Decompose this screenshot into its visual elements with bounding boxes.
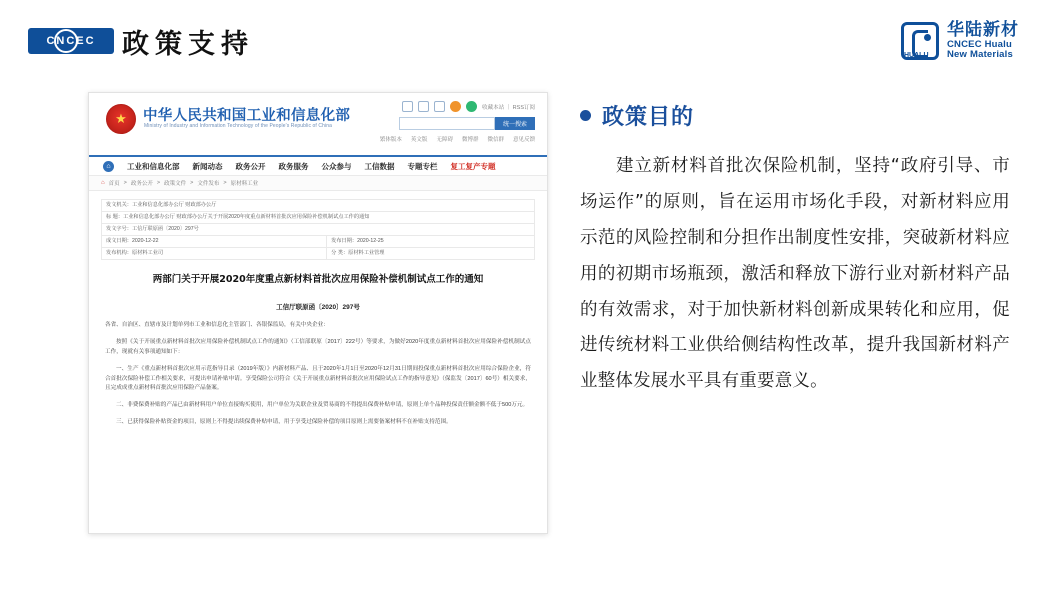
home-icon[interactable]: ⌂ xyxy=(103,161,114,172)
nav-item-2[interactable]: 政务公开 xyxy=(235,161,266,171)
section-title: 政策目的 xyxy=(602,105,695,130)
meta-cell-4-1: 分 类：原材料工业管理 xyxy=(327,248,535,260)
nav-item-1[interactable]: 新闻动态 xyxy=(192,161,223,171)
search-button[interactable]: 统一搜索 xyxy=(495,117,535,130)
breadcrumb-sep-1: > xyxy=(156,180,161,186)
meta-cell-2-0: 发文字号：工信厅联原函〔2020〕297号 xyxy=(102,224,535,236)
subnav-item-3[interactable]: 微博群 xyxy=(461,137,479,143)
site-org-name-en: Ministry of Industry and Information Technology of the People's Republic of China xyxy=(144,123,332,129)
meta-cell-3-1: 发布日期：2020-12-25 xyxy=(327,236,535,248)
miit-website-screenshot xyxy=(88,92,548,534)
cncec-logo xyxy=(28,28,114,54)
mail-icon[interactable] xyxy=(434,101,445,112)
screenshot-fade-overlay xyxy=(89,499,547,533)
document-paragraph-2: 一、生产《重点新材料首批次应用示范指导目录（2019年版）》内新材料产品、且于2020年1月1日至2020年12月31日期间投保重点新材料首批次应用综合保险企业，符合首批次保险补偿工作相关要求，可提出申请补贴申请。享受保险公司符合《关于开展重点新材料首批次应用保险试点工作的指导意见》（保监发〔2017〕60号）相关要求，且完成成重点新材料首批次应用保险产品备案。 xyxy=(105,365,531,392)
subnav-item-2[interactable]: 无障碍 xyxy=(436,137,453,143)
table-row xyxy=(102,248,535,260)
section-body-text: 建立新材料首批次保险机制，坚持“政府引导、市场运作”的原则，旨在运用市场化手段，对新材料应用示范的风险控制和分担作出制度性安排，突破新材料应用的初期市场瓶颈，激活和释放下游行业对新材料产品的有效需求，对于加快新材料创新成果转化和应用，促进传统材料工业供给侧结构性改革，提升我国新材料产业整体发展水平具有重要意义。 xyxy=(580,156,1010,392)
breadcrumb-item-4[interactable]: 原材料工业 xyxy=(230,181,259,187)
weibo-icon[interactable] xyxy=(450,101,461,112)
meta-cell-4-0: 发布机构：原材料工业司 xyxy=(102,248,327,260)
table-row xyxy=(102,200,535,212)
document-paragraph-1: 按照《关于开展重点新材料首批次应用保险补偿机制试点工作的通知》（工信部联原〔2017〕222号）等要求，为做好2020年度重点新材料首批次应用保险补偿机制试点工作，现就有关事项通知如下： xyxy=(105,339,531,355)
document-number: 工信厅联原函〔2020〕297号 xyxy=(276,304,360,312)
document-paragraph-4: 三、已获得保险补贴资金的项目，原则上不得提出续保费补贴申请，用于享受过保险补偿的项目原则上需要备案材料不在补贴支持范围。 xyxy=(116,418,452,425)
hualu-brand-cn: 华陆新材 xyxy=(947,20,1019,41)
subnav-item-5[interactable]: 意见反馈 xyxy=(512,137,535,143)
subnav-item-0[interactable]: 繁体版本 xyxy=(379,137,402,143)
nav-item-3[interactable]: 政务服务 xyxy=(278,161,309,171)
table-row xyxy=(102,236,535,248)
mobile-icon[interactable] xyxy=(418,101,429,112)
nav-item-5[interactable]: 工信数据 xyxy=(364,161,395,171)
table-row xyxy=(102,212,535,224)
hualu-brand-en2: New Materials xyxy=(947,48,1013,60)
breadcrumb-item-2[interactable]: 政策文件 xyxy=(164,181,187,187)
logo-text: CNCEC xyxy=(46,35,96,47)
policy-purpose-section xyxy=(580,100,1010,400)
breadcrumb-item-0[interactable]: 首页 xyxy=(108,181,120,187)
meta-cell-0-0: 发文机关：工业和信息化部办公厅 财政部办公厅 xyxy=(102,200,535,212)
national-emblem-icon xyxy=(106,104,136,134)
breadcrumb-sep-0: > xyxy=(123,180,127,186)
document-paragraph-3: 二、非费保费补贴的产品已由新材料用户单位直接购买使用，用户单位为关联企业及贸易商的不得提出保费补贴申请，原则上单个品种投保责任额金额不低于500万元。 xyxy=(116,402,529,409)
nav-item-6[interactable]: 专题专栏 xyxy=(407,161,438,171)
subnav-item-4[interactable]: 微信群 xyxy=(487,137,504,143)
site-org-name-cn: 中华人民共和国工业和信息化部 xyxy=(143,108,351,124)
hualu-brand xyxy=(901,20,1019,62)
hualu-brand-en1: CNCEC Hualu xyxy=(947,38,1013,50)
meta-cell-1-0: 标 题：工业和信息化部办公厅 财政部办公厅关于开展2020年度重点新材料首批次应用保险补偿机制试点工作的通知 xyxy=(102,212,535,224)
breadcrumb-sep-3: > xyxy=(223,180,227,186)
breadcrumb-item-3[interactable]: 文件发布 xyxy=(197,181,220,187)
breadcrumb-item-1[interactable]: 政务公开 xyxy=(130,181,153,187)
site-search[interactable] xyxy=(399,117,535,130)
hualu-mark-icon xyxy=(901,22,939,60)
nav-item-4[interactable]: 公众参与 xyxy=(321,161,352,171)
wechat-icon[interactable] xyxy=(466,101,477,112)
bullet-dot-icon xyxy=(580,110,591,121)
nav-item-0[interactable]: 工业和信息化部 xyxy=(127,161,180,171)
breadcrumb-home-icon[interactable]: ⌂ xyxy=(101,180,105,186)
breadcrumb[interactable] xyxy=(89,175,547,191)
document-body xyxy=(105,321,531,427)
search-input[interactable] xyxy=(399,117,495,130)
document-meta-table xyxy=(101,199,535,260)
site-masthead xyxy=(89,93,547,155)
table-row xyxy=(102,224,535,236)
page-title: 政策支持 xyxy=(122,29,254,60)
document-paragraph-0: 各省、自治区、直辖市及计划单列市工业和信息化主管部门、各银保监局，有关中央企业： xyxy=(105,322,329,329)
hualu-mark-label: HUALU xyxy=(904,52,929,59)
document-title: 两部门关于开展2020年度重点新材料首批次应用保险补偿机制试点工作的通知 xyxy=(152,274,484,286)
site-subnav[interactable] xyxy=(380,135,535,143)
site-main-nav[interactable] xyxy=(89,155,547,175)
slide-header xyxy=(0,0,1045,78)
site-toolbar xyxy=(402,101,535,112)
meta-cell-3-0: 成文日期：2020-12-22 xyxy=(102,236,327,248)
breadcrumb-sep-2: > xyxy=(190,180,194,186)
section-heading xyxy=(580,100,1010,131)
subnav-item-1[interactable]: 英文版 xyxy=(410,137,428,143)
accessibility-icon[interactable] xyxy=(402,101,413,112)
hualu-brand-text xyxy=(947,22,1019,60)
nav-item-7[interactable]: 复工复产专题 xyxy=(450,161,496,171)
site-tool-text[interactable]: 收藏本站 ｜ RSS订阅 xyxy=(482,104,535,111)
